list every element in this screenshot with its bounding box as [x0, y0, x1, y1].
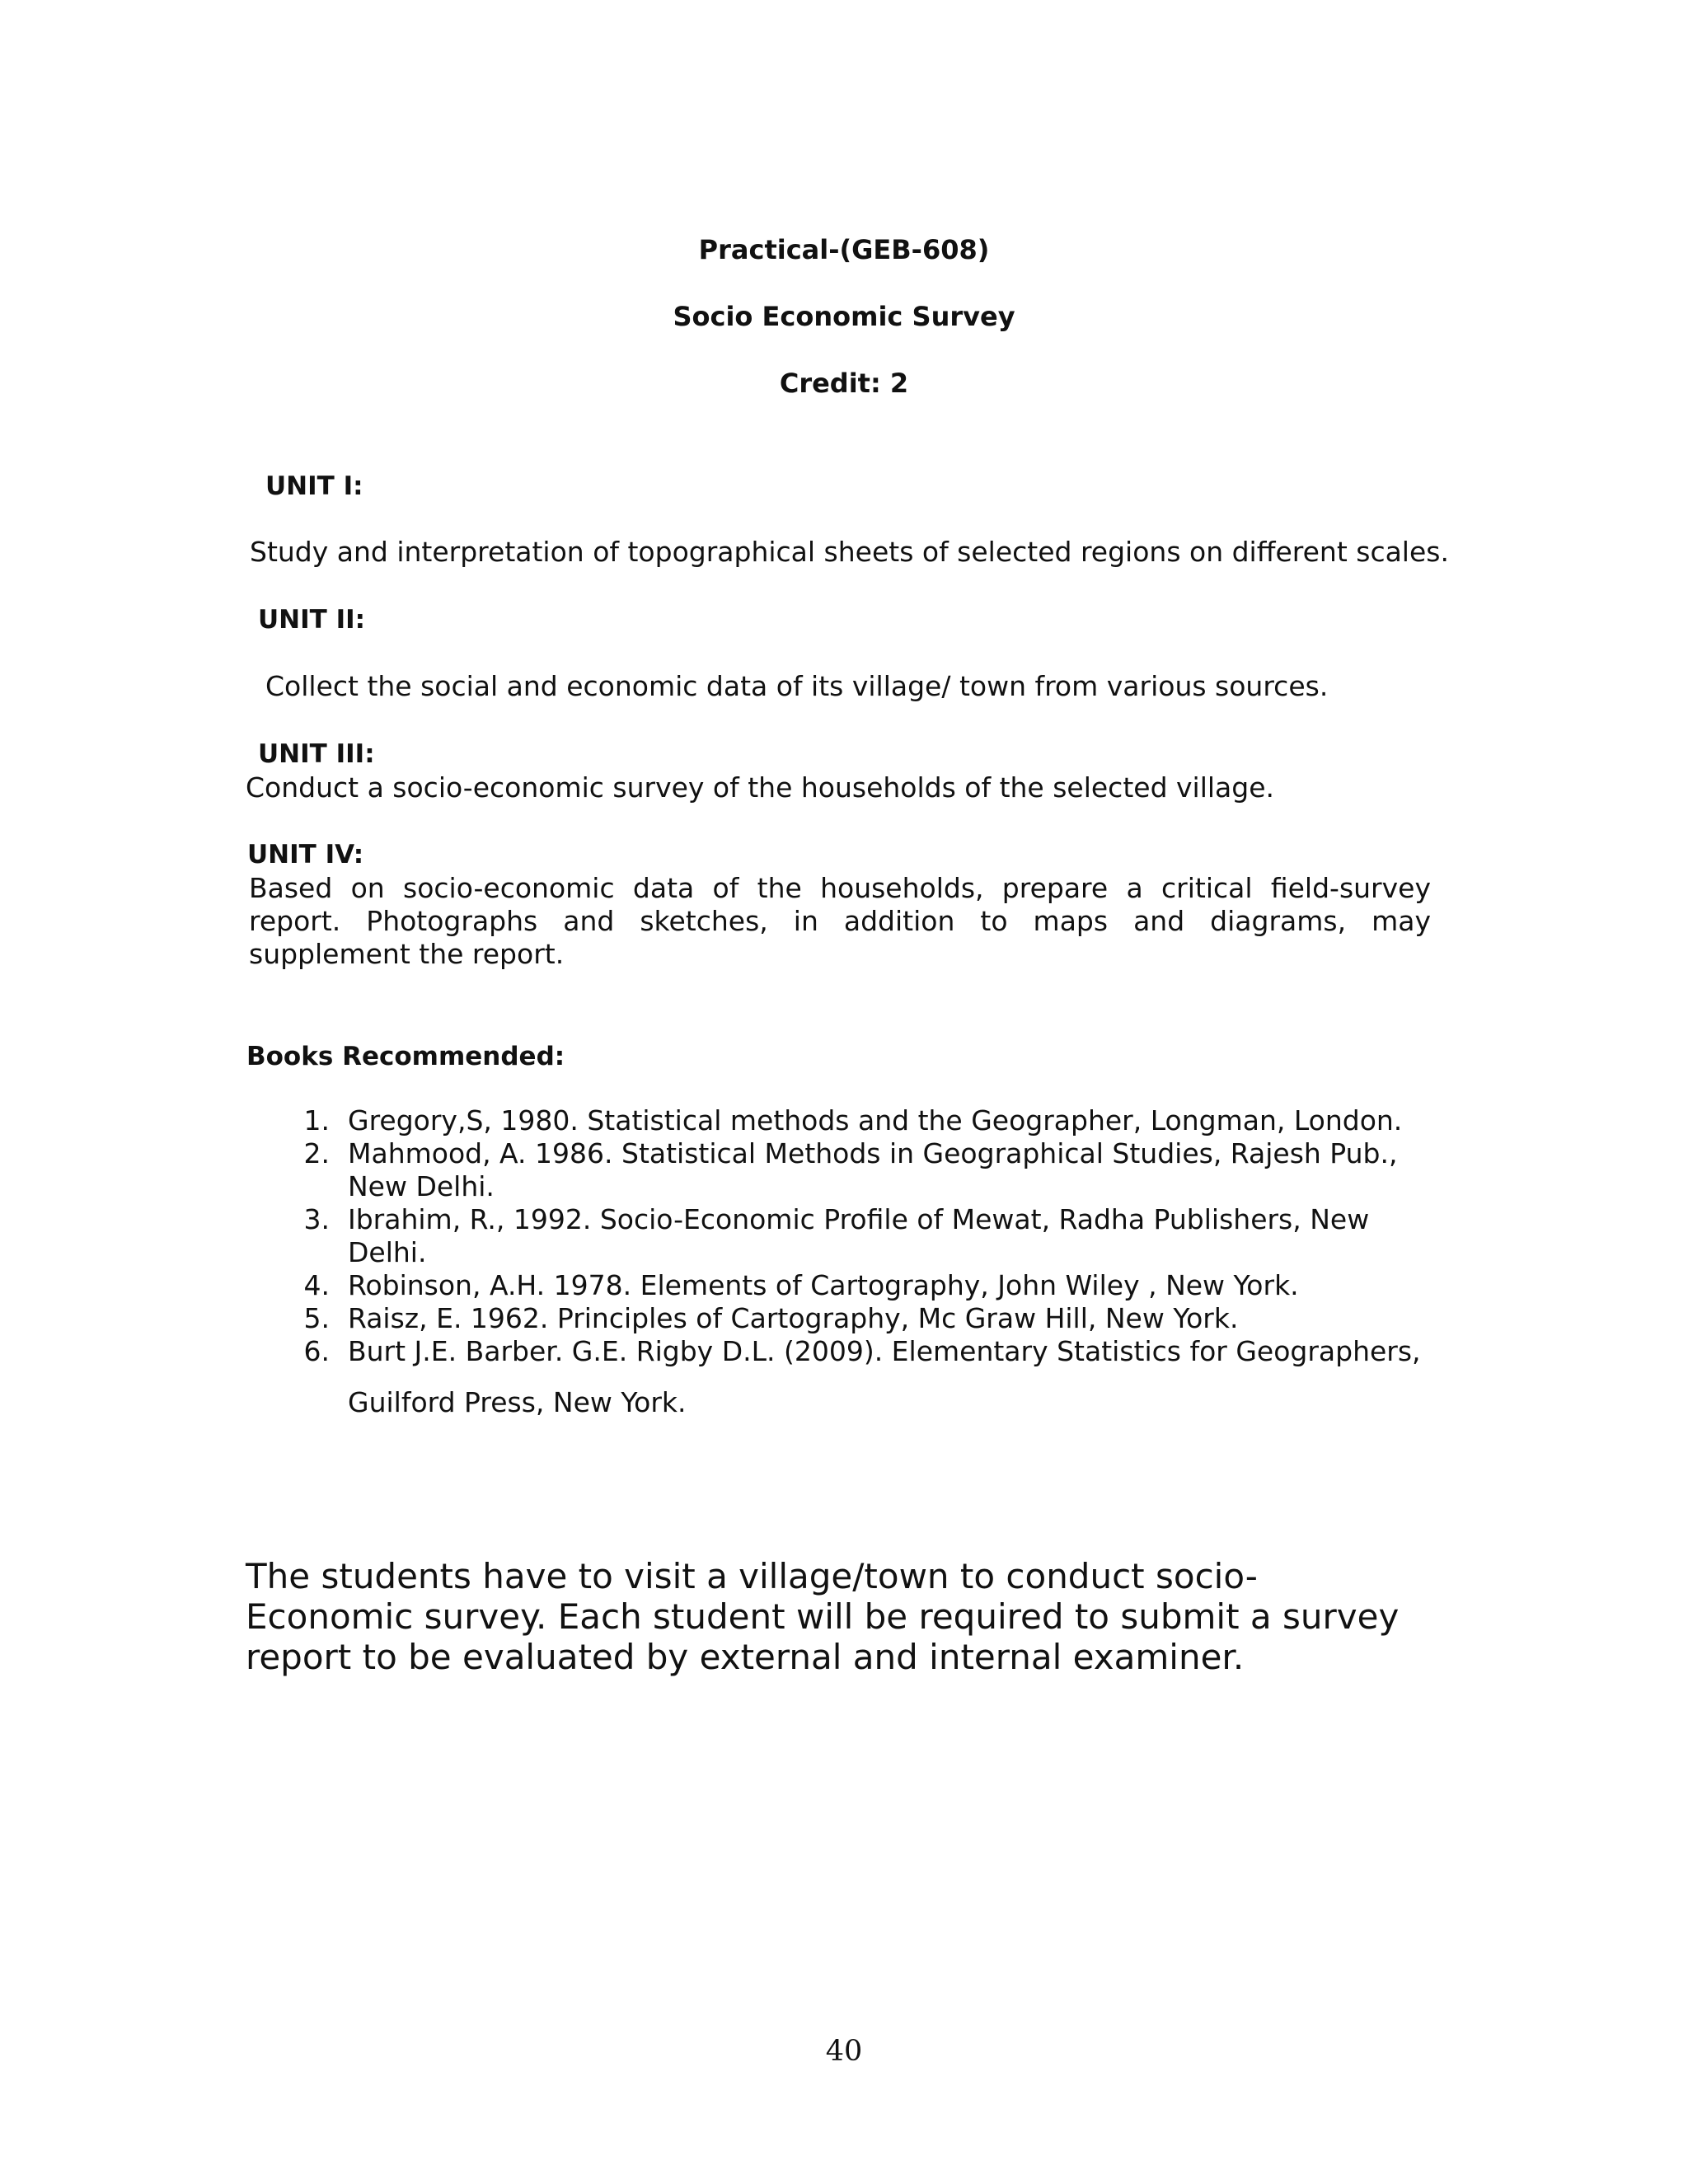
book-item: [288, 1203, 1442, 1269]
book-text: Burt J.E. Barber. G.E. Rigby D.L. (2009). Elementary Statistics for Geographers,: [348, 1335, 1421, 1367]
unit-3-text: Conduct a socio-economic survey of the households of the selected village.: [246, 771, 1275, 804]
credit-label: Credit: 2: [779, 368, 909, 399]
books-heading: Books Recommended:: [246, 1042, 565, 1071]
course-title: Socio Economic Survey: [673, 301, 1015, 332]
unit-1-heading: UNIT I:: [265, 471, 363, 501]
book-text-continuation: Guilford Press, New York.: [348, 1386, 687, 1418]
unit-2-text: Collect the social and economic data of its village/ town from various sources.: [265, 670, 1329, 702]
book-number: 4.: [303, 1269, 330, 1301]
book-item: [288, 1137, 1442, 1203]
book-item: [288, 1302, 1442, 1335]
book-number: 1.: [303, 1104, 330, 1137]
books-list: [288, 1104, 1442, 1419]
course-code: Practical-(GEB-608): [698, 234, 990, 265]
unit-2-heading: UNIT II:: [258, 605, 366, 635]
book-number: 2.: [303, 1137, 330, 1169]
page-number: 40: [825, 2035, 863, 2068]
book-item: [288, 1104, 1442, 1137]
book-item: [288, 1335, 1442, 1419]
book-text: Mahmood, A. 1986. Statistical Methods in Geographical Studies, Rajesh Pub., New Delhi.: [348, 1137, 1398, 1202]
unit-3-heading: UNIT III:: [258, 739, 375, 769]
unit-4-heading: UNIT IV:: [247, 840, 364, 869]
survey-note: The students have to visit a village/town to conduct socio-Economic survey. Each student will be required to submit a survey report to be evaluated by external and internal examiner.: [246, 1556, 1400, 1677]
unit-4-text: Based on socio-economic data of the households, prepare a critical field-survey report. Photographs and sketches, in addition to maps and diagrams, may supplement the report.: [249, 872, 1431, 970]
book-number: 3.: [303, 1203, 330, 1235]
book-text: Gregory,S, 1980. Statistical methods and the Geographer, Longman, London.: [348, 1104, 1403, 1137]
book-text: Ibrahim, R., 1992. Socio-Economic Profile of Mewat, Radha Publishers, New Delhi.: [348, 1203, 1370, 1268]
book-item: [288, 1269, 1442, 1302]
book-text: Raisz, E. 1962. Principles of Cartography, Mc Graw Hill, New York.: [348, 1302, 1239, 1334]
book-number: 6.: [303, 1335, 330, 1367]
book-text: Robinson, A.H. 1978. Elements of Cartography, John Wiley , New York.: [348, 1269, 1299, 1301]
book-number: 5.: [303, 1302, 330, 1334]
unit-1-text: Study and interpretation of topographical sheets of selected regions on different scales.: [250, 536, 1449, 568]
